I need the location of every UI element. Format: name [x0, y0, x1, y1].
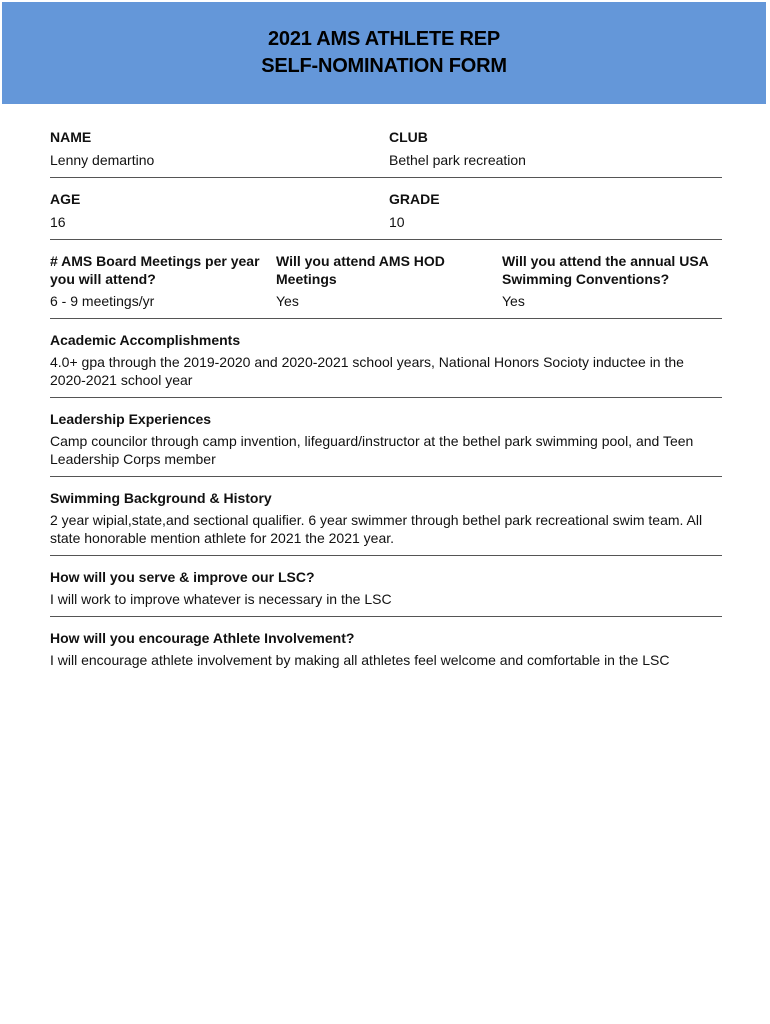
grade-field	[389, 190, 722, 231]
grade-label: GRADE	[389, 191, 440, 207]
age-field	[50, 190, 389, 231]
form-title-line-2: SELF-NOMINATION FORM	[261, 55, 507, 77]
name-club-row	[50, 128, 722, 178]
age-value: 16	[50, 214, 66, 230]
hod-meetings-field	[276, 252, 502, 310]
athlete-involvement-section	[50, 629, 722, 677]
conventions-label: Will you attend the annual USA Swimming Conventions?	[502, 253, 709, 287]
name-label: NAME	[50, 129, 92, 145]
serve-lsc-label: How will you serve & improve our LSC?	[50, 569, 315, 585]
board-meetings-field	[50, 252, 276, 310]
age-label: AGE	[50, 191, 81, 207]
hod-meetings-label: Will you attend AMS HOD Meetings	[276, 253, 445, 287]
athlete-involvement-value: I will encourage athlete involvement by making all athletes feel welcome and comfortable in the LSC	[50, 652, 670, 668]
conventions-value: Yes	[502, 293, 525, 309]
board-meetings-label: # AMS Board Meetings per year you will attend?	[50, 253, 260, 287]
athlete-involvement-label: How will you encourage Athlete Involvement?	[50, 630, 355, 646]
name-field	[50, 128, 389, 169]
form-header	[2, 2, 766, 104]
club-field	[389, 128, 722, 169]
conventions-field	[502, 252, 722, 310]
age-grade-row	[50, 190, 722, 240]
club-value: Bethel park recreation	[389, 152, 526, 168]
serve-lsc-section	[50, 568, 722, 617]
leadership-label: Leadership Experiences	[50, 411, 212, 427]
swimming-section	[50, 489, 722, 556]
club-label: CLUB	[389, 129, 428, 145]
academic-value: 4.0+ gpa through the 2019-2020 and 2020-2021 school years, National Honors Socioty inductee in the 2020-2021 school year	[50, 354, 684, 388]
board-meetings-value: 6 - 9 meetings/yr	[50, 293, 155, 309]
form-title-line-1: 2021 AMS ATHLETE REP	[268, 28, 500, 50]
leadership-section	[50, 410, 722, 477]
swimming-label: Swimming Background & History	[50, 490, 272, 506]
hod-meetings-value: Yes	[276, 293, 299, 309]
attendance-row	[50, 252, 722, 319]
serve-lsc-value: I will work to improve whatever is necessary in the LSC	[50, 591, 392, 607]
name-value: Lenny demartino	[50, 152, 155, 168]
academic-label: Academic Accomplishments	[50, 332, 241, 348]
grade-value: 10	[389, 214, 405, 230]
academic-section	[50, 331, 722, 398]
leadership-value: Camp councilor through camp invention, lifeguard/instructor at the bethel park swimming pool, and Teen Leadership Corps member	[50, 433, 694, 467]
swimming-value: 2 year wipial,state,and sectional qualifier. 6 year swimmer through bethel park recreational swim team. All state honorable mention athlete for 2021 the 2021 year.	[50, 512, 703, 546]
form-content	[50, 128, 722, 689]
